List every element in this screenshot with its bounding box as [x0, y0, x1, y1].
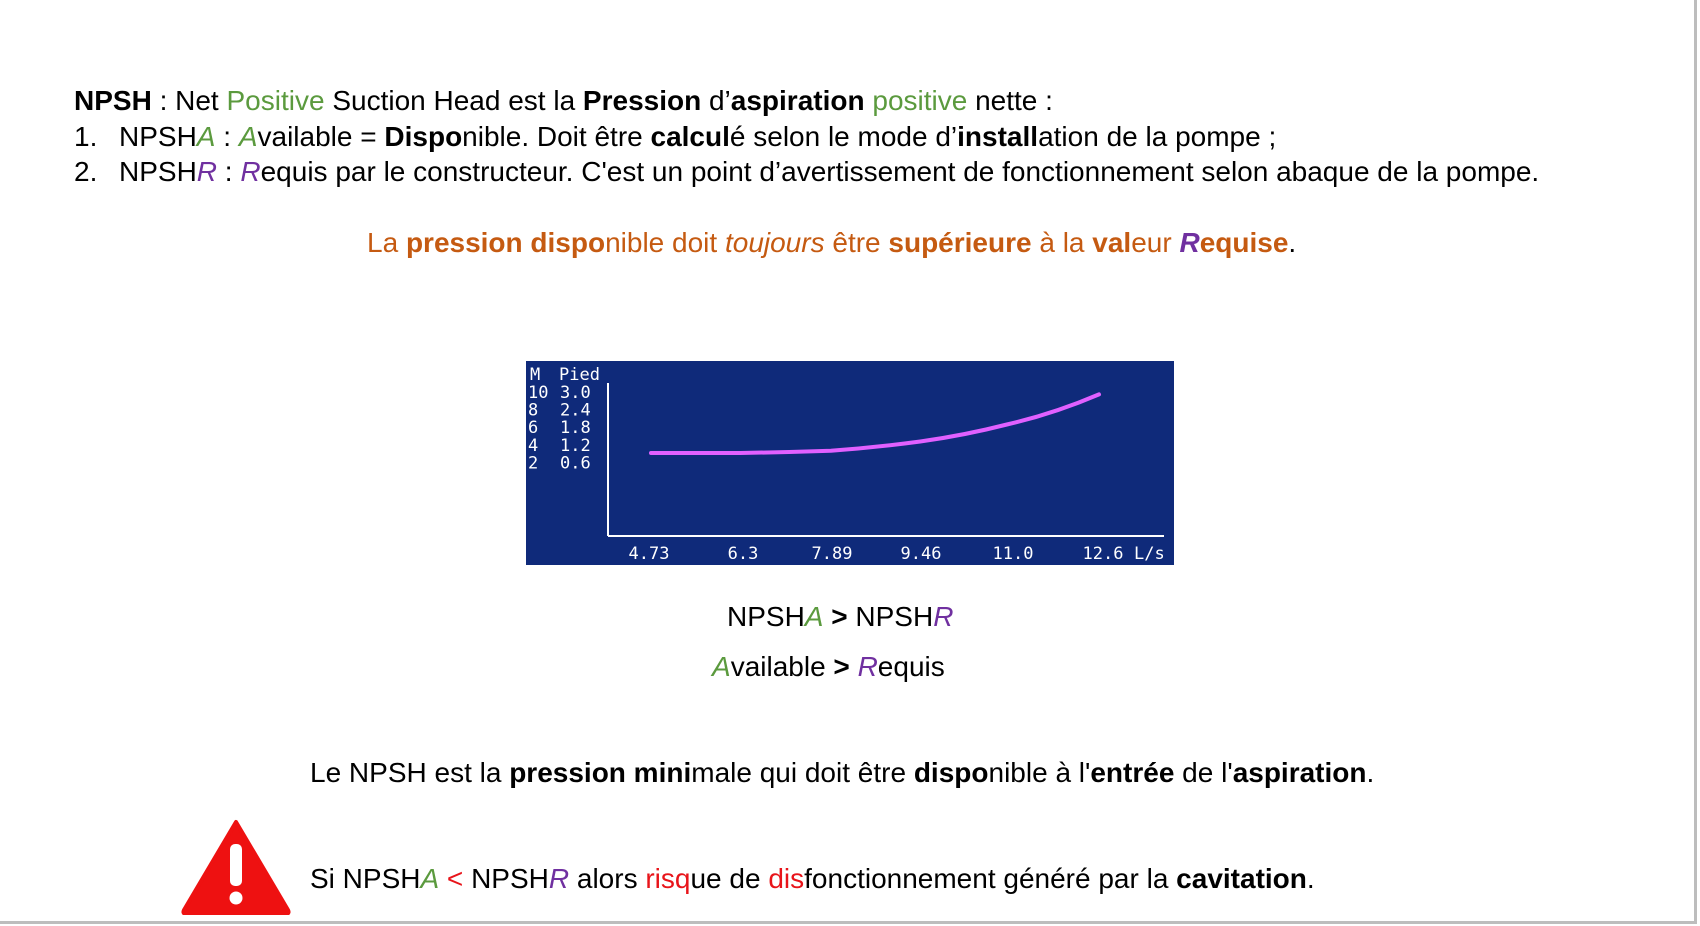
- text: d’: [701, 85, 731, 116]
- bold-entree: entrée: [1090, 757, 1175, 788]
- text: .: [1366, 757, 1375, 788]
- highlight-positive: positive: [872, 85, 968, 116]
- cavitation-warning: [310, 862, 1315, 896]
- npsh-minimum-definition: [310, 756, 1374, 790]
- text: :: [217, 156, 241, 187]
- text: vailable: [730, 651, 826, 682]
- y-tick-m: 2: [528, 453, 539, 474]
- bold-aspiration: aspiration: [730, 85, 865, 116]
- text: NPSH: [727, 601, 805, 632]
- x-tick-label: 12.6: [1082, 544, 1124, 564]
- text: NPSH: [855, 601, 934, 632]
- rule-statement: [367, 226, 1296, 260]
- red-risq: risq: [645, 863, 691, 894]
- y-tick-m: 4: [528, 435, 539, 456]
- bold-calcul: calcul: [650, 121, 730, 152]
- text: é selon le mode d’: [729, 121, 958, 152]
- letter-a: A: [804, 601, 824, 632]
- text: NPSH: [471, 863, 549, 894]
- list-number: 2.: [74, 156, 98, 187]
- text: .: [1288, 227, 1297, 258]
- y-tick-m: 6: [528, 418, 539, 439]
- x-tick-label: 9.46: [900, 544, 942, 564]
- x-tick-label: 7.89: [811, 544, 853, 564]
- text: ue de: [690, 863, 769, 894]
- y-tick-ft: 1.8: [560, 418, 591, 439]
- chart-svg: [526, 361, 1174, 565]
- y-axis-header-m: M: [530, 365, 541, 385]
- text: Si NPSH: [310, 863, 421, 894]
- bold-dispo: Dispo: [384, 121, 463, 152]
- y-tick-ft: 1.2: [560, 435, 591, 456]
- letter-r: R: [1179, 227, 1200, 258]
- letter-a: A: [420, 863, 440, 894]
- letter-r: R: [548, 863, 570, 894]
- text: de l': [1174, 757, 1233, 788]
- bold-equise: equise: [1199, 227, 1289, 258]
- letter-r: R: [240, 156, 261, 187]
- list-item-npsha: [74, 120, 1276, 154]
- letter-r: R: [196, 156, 218, 187]
- x-tick-label: 4.73: [628, 544, 670, 564]
- text: nible doit: [605, 227, 725, 258]
- less-than: <: [439, 863, 472, 894]
- text: vailable =: [257, 121, 385, 152]
- npsh-definition-line: [74, 84, 1053, 118]
- text: male qui doit être: [691, 757, 914, 788]
- text: Net: [175, 85, 227, 116]
- y-axis-header-ft: Pied: [559, 365, 600, 385]
- text: nette :: [967, 85, 1053, 116]
- text: alors: [569, 863, 646, 894]
- npshr-curve-chart: [526, 361, 1174, 565]
- comparison-npsh: [727, 600, 953, 634]
- y-tick-ft: 0.6: [560, 453, 591, 474]
- text: nible. Doit être: [462, 121, 651, 152]
- letter-r: R: [857, 651, 878, 682]
- y-tick-m: 10: [528, 383, 549, 403]
- bold-dispo: dispo: [913, 757, 989, 788]
- x-axis-unit: L/s: [1134, 544, 1165, 564]
- text: à la: [1031, 227, 1093, 258]
- text: nible à l': [988, 757, 1091, 788]
- red-dis: dis: [768, 863, 805, 894]
- npsh-term: NPSH: [74, 85, 152, 116]
- italic-toujours: toujours: [724, 227, 825, 258]
- bold-pression: Pression: [582, 85, 702, 116]
- text: Le NPSH est la: [310, 757, 510, 788]
- bold-install: install: [957, 121, 1039, 152]
- bold-cavitation: cavitation: [1176, 863, 1307, 894]
- greater-than: >: [823, 601, 856, 632]
- text: La: [367, 227, 406, 258]
- x-tick-label: 6.3: [727, 544, 759, 564]
- letter-a: A: [196, 121, 216, 152]
- text: fonctionnement généré par la: [804, 863, 1177, 894]
- bold-val: val: [1092, 227, 1132, 258]
- letter-r: R: [933, 601, 954, 632]
- text: .: [1306, 863, 1315, 894]
- text: :: [215, 121, 239, 152]
- comparison-words: [712, 650, 945, 684]
- list-number: 1.: [74, 121, 98, 152]
- npshr-curve-line: [651, 394, 1099, 453]
- text: equis: [877, 651, 945, 682]
- text: :: [151, 85, 176, 116]
- text: être: [824, 227, 889, 258]
- y-tick-ft: 2.4: [560, 400, 591, 421]
- letter-a: A: [712, 651, 731, 682]
- x-tick-label: 11.0: [992, 544, 1034, 564]
- text: equis par le constructeur. C'est un point d’avertissement de fonctionnement selon abaque de la pompe.: [260, 156, 1540, 187]
- y-tick-m: 8: [528, 400, 539, 421]
- text: eur: [1131, 227, 1180, 258]
- bold-pression-mini: pression mini: [509, 757, 692, 788]
- highlight-positive: Positive: [226, 85, 325, 116]
- text: Suction Head est la: [324, 85, 583, 116]
- bold-superieure: supérieure: [888, 227, 1032, 258]
- greater-than: >: [825, 651, 858, 682]
- text: NPSH: [119, 121, 197, 152]
- text: NPSH: [119, 156, 197, 187]
- letter-a: A: [238, 121, 258, 152]
- bold-pression-dispo: pression dispo: [405, 227, 606, 258]
- text: ation de la pompe ;: [1038, 121, 1277, 152]
- warning-triangle-icon: [180, 818, 292, 915]
- bold-aspiration: aspiration: [1232, 757, 1367, 788]
- list-item-npshr: [74, 155, 1539, 189]
- y-tick-ft: 3.0: [560, 383, 591, 403]
